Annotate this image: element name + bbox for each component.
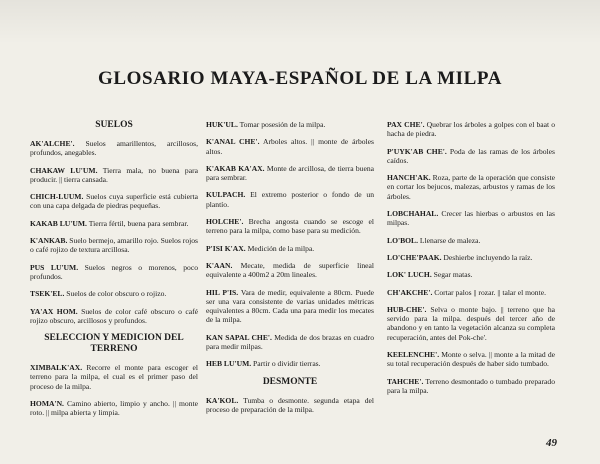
glossary-entry	[30, 139, 198, 158]
entry-definition: Tomar posesión de la milpa.	[237, 120, 326, 129]
entry-term: HUK'UL.	[206, 120, 238, 129]
entry-term: LOK' LUCH.	[387, 270, 432, 280]
entry-term: LOBCHAHAL.	[387, 209, 439, 219]
entry-definition: Llenarse de maleza.	[418, 235, 481, 245]
entry-definition: Poda de las ramas de los árboles caídos.	[387, 146, 555, 165]
entry-term: KULPACH.	[206, 190, 246, 200]
glossary-entry	[387, 253, 555, 262]
entry-term: PAX CHE'.	[387, 120, 425, 129]
glossary-entry	[387, 270, 555, 279]
entry-definition: Brecha angosta cuando se escoge el terreno para la milpa, como base para su medición.	[206, 217, 374, 236]
entry-definition: Recorre el monte para escoger el terreno para la milpa, el cual es el primer paso del proceso de la milpa.	[30, 363, 198, 391]
glossary-entry	[387, 305, 555, 342]
entry-term: HUB-CHE'.	[387, 304, 427, 314]
glossary-entry	[206, 120, 374, 129]
entry-definition: Cortar palos || rozar. || talar el monte.	[432, 287, 546, 297]
entry-definition: Arboles altos. || monte de árboles altos.	[206, 137, 374, 156]
entry-definition: Monte de arcillosa, de tierra buena para sembrar.	[206, 163, 374, 183]
entry-term: KAN SAPAL CHE'.	[206, 332, 272, 342]
entry-term: K'ANAL CHE'.	[206, 137, 260, 147]
entry-term: AK'ALCHE'.	[30, 139, 75, 148]
entry-definition: Camino abierto, limpio y ancho. || monte roto. || milpa abierta y limpia.	[30, 399, 198, 418]
entry-term: KEELENCHE'.	[387, 350, 440, 360]
glossary-entry	[387, 147, 555, 166]
entry-definition: Crecer las hierbas o arbustos en las milpas.	[387, 209, 555, 228]
entry-definition: Suelos amarillentos, arcillosos, profundos, anegables.	[30, 139, 198, 158]
entry-term: YA'AX HOM.	[30, 306, 78, 316]
entry-definition: Suelos cuya superficie está cubierta con una capa delgada de piedras pequeñas.	[30, 192, 198, 211]
glossary-entry	[30, 363, 198, 391]
page-number: 49	[546, 437, 557, 449]
entry-term: CHICH-LUUM.	[30, 192, 84, 202]
entry-term: HANCH'AK.	[387, 173, 431, 183]
entry-term: TSEK'EL.	[30, 289, 65, 299]
entry-definition: Suelos de color obscuro o rojizo.	[64, 289, 167, 299]
glossary-entry	[206, 244, 374, 253]
column-2	[206, 120, 374, 422]
entry-definition: Suelos de color café obscuro o café rojizo obscuro, arcillosos y profundos.	[30, 306, 198, 325]
entry-definition: Partir o dividir tierras.	[251, 359, 321, 369]
entry-term: LO'CHE'PAAK.	[387, 252, 442, 262]
glossary-entry	[30, 399, 198, 418]
glossary-entry	[387, 120, 555, 139]
glossary-entry	[206, 217, 374, 236]
glossary-entry	[30, 219, 198, 228]
glossary-entry	[206, 164, 374, 183]
entry-definition: Tierra fértil, buena para sembrar.	[86, 218, 189, 228]
entry-term: KA'KOL.	[206, 395, 239, 405]
entry-term: K'ANKAB.	[30, 236, 68, 246]
entry-term: LO'BOL.	[387, 235, 419, 245]
entry-term: K'AKAB KA'AX.	[206, 163, 265, 173]
entry-definition: Tierra mala, no buena para producir. || tierra cansada.	[30, 165, 198, 184]
reverse-page-bleed	[0, 0, 600, 44]
entry-term: KAKAB LU'UM.	[30, 218, 87, 228]
entry-definition: Selva o monte bajo. || terreno que ha servido para la milpa. después del tercer año de abandono y en tanto la vegetación alcanza su completa recuperación, antes del Pok-che'.	[387, 304, 555, 342]
entry-definition: Suelos negros o morenos, poco profundos.	[30, 262, 198, 281]
glossary-entry	[30, 263, 198, 282]
column-1	[30, 120, 198, 426]
glossary-entry	[206, 137, 374, 156]
glossary-entry	[30, 236, 198, 255]
glossary-entry	[206, 288, 374, 325]
glossary-entry	[387, 350, 555, 369]
glossary-entry	[387, 173, 555, 201]
glossary-entry	[206, 396, 374, 415]
entry-definition: Roza, parte de la operación que consiste en cortar los bejucos, malezas, arbustos y ramas de los árboles.	[387, 173, 555, 201]
entry-definition: Medición de la milpa.	[245, 243, 315, 253]
entry-term: CH'AKCHE'.	[387, 287, 433, 297]
entry-term: HIL P'IS.	[206, 287, 239, 297]
glossary-entry	[387, 377, 555, 396]
entry-term: P'UYK'AB CHE'.	[387, 146, 447, 156]
entry-term: TAHCHE'.	[387, 376, 424, 386]
entry-definition: Medida de dos brazas en cuadro para medir milpas.	[206, 332, 374, 352]
entry-definition: Terreno desmontado o tumbado preparado para la milpa.	[387, 376, 555, 395]
glossary-entry	[30, 192, 198, 211]
glossary-entry	[30, 289, 198, 298]
entry-term: HOMA'N.	[30, 399, 64, 409]
entry-definition: Mecate, medida de superficie lineal equivalente a 400m2 a 20m lineales.	[206, 260, 374, 280]
entry-term: XIMBALK'AX.	[30, 363, 83, 373]
glossary-entry	[387, 236, 555, 245]
entry-definition: Vara de medir, equivalente a 80cm. Puede ser una vara consistente de varias unidades métricas equivalentes a 80cm. Cada una para medir los mecates de la milpa.	[206, 287, 375, 325]
glossary-entry	[206, 359, 374, 368]
column-3	[387, 120, 555, 403]
glossary-entry	[206, 190, 374, 209]
section-heading-desmonte: DESMONTE	[262, 376, 318, 387]
glossary-entry	[206, 261, 374, 280]
glossary-entry	[30, 166, 198, 185]
glossary-entry	[387, 209, 555, 228]
entry-term: HOLCHE'.	[206, 217, 244, 227]
entry-definition: Deshierbe incluyendo la raíz.	[441, 252, 533, 262]
entry-definition: Monte o selva. || monte a la mitad de su total recuperación después de haber sido tumbado.	[387, 350, 555, 369]
entry-definition: Segar matas.	[431, 270, 473, 280]
glossary-entry	[206, 333, 374, 352]
page-title: GLOSARIO MAYA-ESPAÑOL DE LA MILPA	[97, 68, 503, 89]
entry-term: K'AAN.	[206, 260, 233, 270]
entry-term: CHAKAW LU'UM.	[30, 165, 98, 175]
entry-definition: El extremo posterior o fondo de un plantío.	[206, 190, 374, 209]
entry-term: HEB LU'UM.	[206, 359, 252, 369]
section-heading-seleccion: SELECCION Y MEDICION DEL TERRENO	[44, 333, 184, 355]
entry-definition: Quebrar los árboles a golpes con el baat o hacha de piedra.	[387, 120, 556, 139]
entry-term: PUS LU'UM.	[30, 262, 79, 272]
glossary-entry	[387, 288, 555, 297]
section-heading-suelos: SUELOS	[95, 120, 133, 130]
glossary-entry	[30, 307, 198, 326]
entry-definition: Suelo bermejo, amarillo rojo. Suelos rojos o café rojizo de textura arcillosa.	[30, 236, 198, 255]
entry-definition: Tumba o desmonte. segunda etapa del proceso de preparación de la milpa.	[206, 395, 374, 414]
entry-term: P'ISI K'AX.	[206, 243, 246, 253]
